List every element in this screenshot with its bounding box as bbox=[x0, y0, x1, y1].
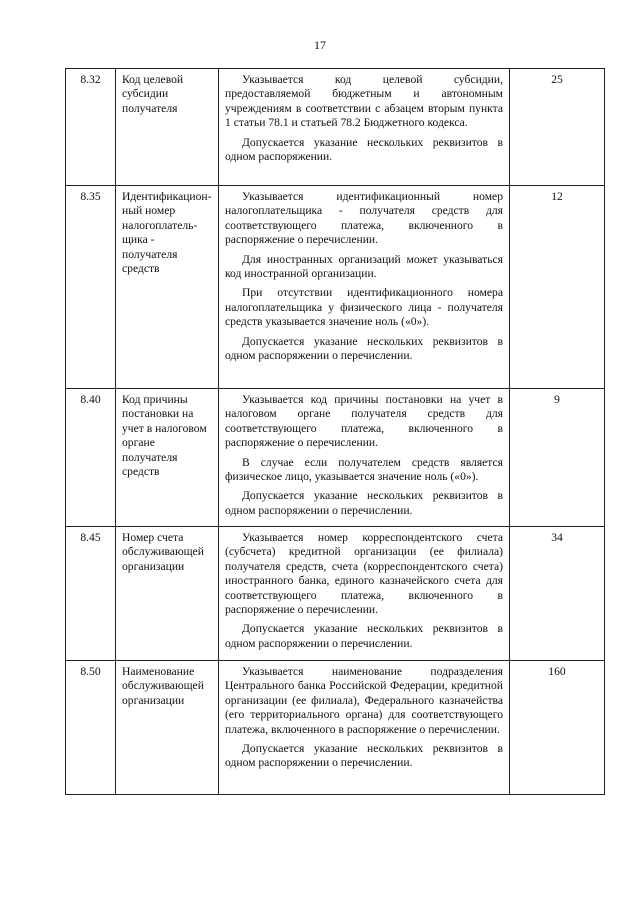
field-name: Идентификацион-ный номер налогоплатель-щика - получателя средств bbox=[116, 186, 219, 389]
description-paragraph: Указывается номер корреспондентского счета (субсчета) кредитной организации (ее филиала) получателя средств, счета (корреспондентского счета) иностранного банка, единого казначейского счета для соответствующего платежа, включенного в распоряжение о перечислении. bbox=[225, 531, 503, 617]
field-name: Код целевой субсидии получателя bbox=[116, 69, 219, 186]
requisites-table bbox=[65, 68, 605, 795]
table-row bbox=[66, 527, 605, 661]
description-paragraph: Допускается указание нескольких реквизитов в одном распоряжении о перечислении. bbox=[225, 489, 503, 517]
field-length: 9 bbox=[510, 389, 605, 527]
row-number: 8.45 bbox=[66, 527, 116, 661]
description-paragraph: В случае если получателем средств является физическое лицо, указывается значение ноль («0»). bbox=[225, 455, 503, 484]
row-number: 8.32 bbox=[66, 69, 116, 186]
description-paragraph: Для иностранных организаций может указываться код иностранной организации. bbox=[225, 252, 503, 281]
table-row bbox=[66, 389, 605, 527]
field-name: Код причины постановки на учет в налоговом органе получателя средств bbox=[116, 389, 219, 527]
row-number: 8.35 bbox=[66, 186, 116, 389]
description-paragraph: Указывается идентификационный номер налогоплательщика - получателя средств для соответствующего платежа, включенного в распоряжение о перечислении. bbox=[225, 190, 503, 247]
description-paragraph: Допускается указание нескольких реквизитов в одном распоряжении о перечислении. bbox=[225, 622, 503, 650]
field-description bbox=[219, 661, 510, 795]
row-number: 8.40 bbox=[66, 389, 116, 527]
row-number: 8.50 bbox=[66, 661, 116, 795]
description-paragraph: Указывается код целевой субсидии, предоставляемой бюджетным и автономным учреждениям в соответствии с абзацем вторым пункта 1 статьи 78.1 и статьей 78.2 Бюджетного кодекса. bbox=[225, 73, 503, 130]
description-paragraph: При отсутствии идентификационного номера налогоплательщика у физического лица - получателя средств указывается значение ноль («0»). bbox=[225, 286, 503, 329]
field-description bbox=[219, 389, 510, 527]
table-row bbox=[66, 661, 605, 795]
description-paragraph: Допускается указание нескольких реквизитов в одном распоряжении о перечислении. bbox=[225, 742, 503, 770]
field-length: 34 bbox=[510, 527, 605, 661]
table-row bbox=[66, 186, 605, 389]
description-paragraph: Допускается указание нескольких реквизитов в одном распоряжении. bbox=[225, 135, 503, 164]
field-description bbox=[219, 69, 510, 186]
field-name: Наименование обслуживающей организации bbox=[116, 661, 219, 795]
description-paragraph: Указывается код причины постановки на учет в налоговом органе получателя средств для соответствующего платежа, включенного в распоряжение о перечислении. bbox=[225, 393, 503, 450]
field-description bbox=[219, 186, 510, 389]
field-length: 160 bbox=[510, 661, 605, 795]
field-length: 25 bbox=[510, 69, 605, 186]
field-length: 12 bbox=[510, 186, 605, 389]
description-paragraph: Указывается наименование подразделения Центрального банка Российской Федерации, кредитной организации (ее филиала), Федерального казначейства (его территориального органа) для соответствующего платежа, включенного в распоряжение о перечислении. bbox=[225, 665, 503, 736]
table-row bbox=[66, 69, 605, 186]
field-description bbox=[219, 527, 510, 661]
field-name: Номер счета обслуживающей организации bbox=[116, 527, 219, 661]
description-paragraph: Допускается указание нескольких реквизитов в одном распоряжении о перечислении. bbox=[225, 334, 503, 363]
page-number: 17 bbox=[314, 38, 326, 52]
